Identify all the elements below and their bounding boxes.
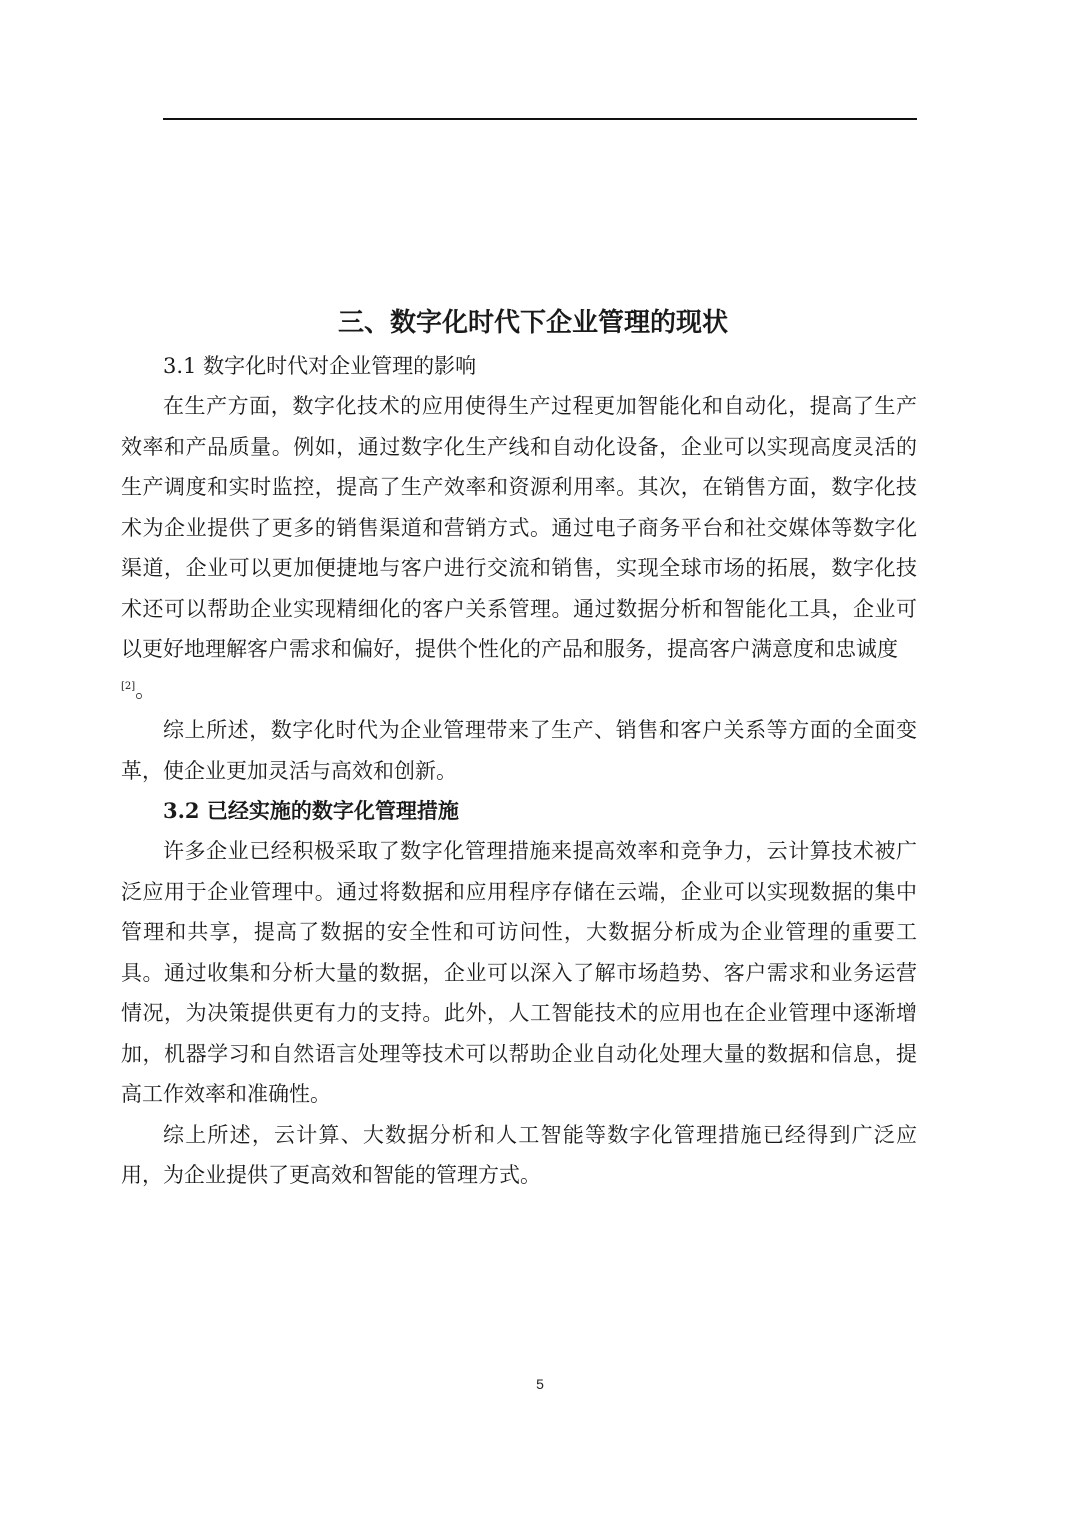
page-number: 5 [536,1376,544,1392]
page-body [121,300,917,1196]
section-heading-3-2: 3.2 已经实施的数字化管理措施 [163,798,459,823]
header-rule [163,118,917,120]
paragraph-summary-2: 综上所述，云计算、大数据分析和人工智能等数字化管理措施已经得到广泛应用，为企业提供了更高效和智能的管理方式。 [121,1122,917,1187]
chapter-title: 三、数字化时代下企业管理的现状 [337,308,728,338]
citation-reference[interactable]: [2] [121,680,136,692]
paragraph-production-sales [121,386,917,710]
paragraph-end-punct: 。 [135,677,157,702]
paragraph-summary-1: 综上所述，数字化时代为企业管理带来了生产、销售和客户关系等方面的全面变革，使企业更加灵活与高效和创新。 [121,718,917,783]
paragraph-measures: 许多企业已经积极采取了数字化管理措施来提高效率和竞争力，云计算技术被广泛应用于企业管理中。通过将数据和应用程序存储在云端，企业可以实现数据的集中管理和共享，提高了数据的安全性和可访问性，大数据分析成为企业管理的重要工具。通过收集和分析大量的数据，企业可以深入了解市场趋势、客户需求和业务运营情况，为决策提供更有力的支持。此外，人工智能技术的应用也在企业管理中逐渐增加，机器学习和自然语言处理等技术可以帮助企业自动化处理大量的数据和信息，提高工作效率和准确性。 [121,839,917,1106]
section-heading-3-1: 3.1 数字化时代对企业管理的影响 [163,354,477,378]
paragraph-text: 在生产方面，数字化技术的应用使得生产过程更加智能化和自动化，提高了生产效率和产品质量。例如，通过数字化生产线和自动化设备，企业可以实现高度灵活的生产调度和实时监控，提高了生产效率和资源利用率。其次，在销售方面，数字化技术为企业提供了更多的销售渠道和营销方式。通过电子商务平台和社交媒体等数字化渠道，企业可以更加便捷地与客户进行交流和销售，实现全球市场的拓展，数字化技术还可以帮助企业实现精细化的客户关系管理。通过数据分析和智能化工具，企业可以更好地理解客户需求和偏好，提供个性化的产品和服务，提高客户满意度和忠诚度 [121,394,917,661]
